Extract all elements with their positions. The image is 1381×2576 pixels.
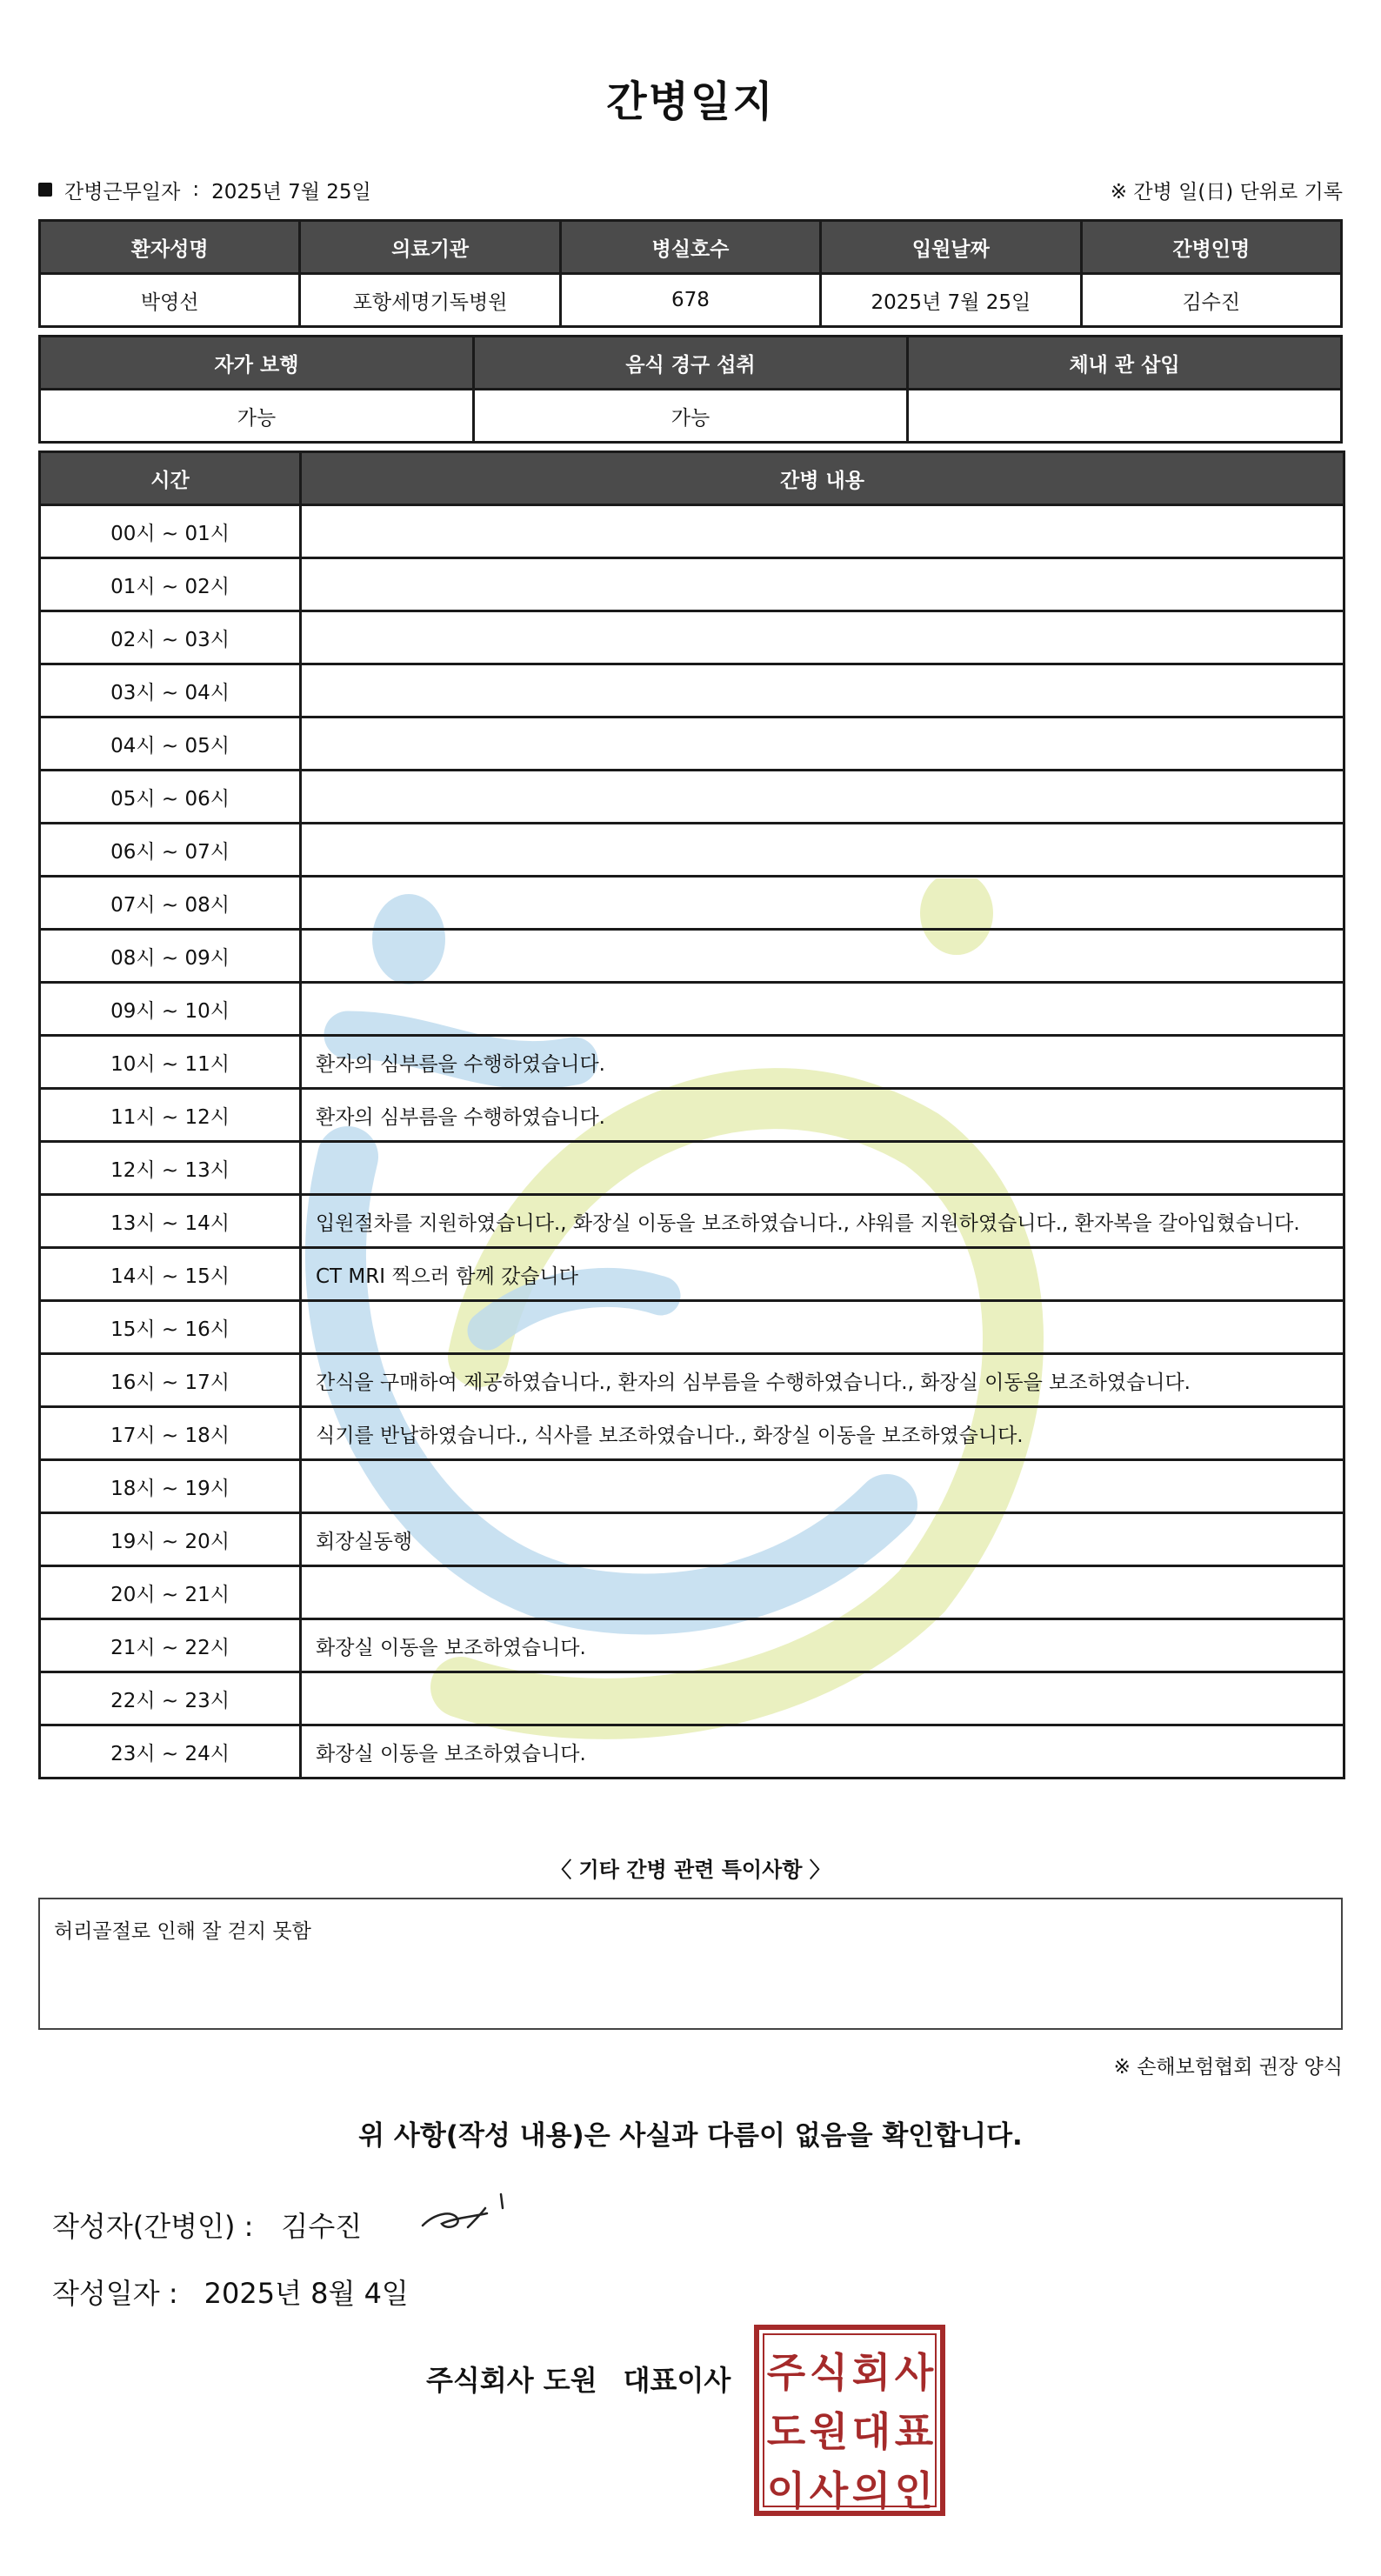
table-header-row <box>40 221 1342 274</box>
table-row <box>40 1089 1344 1142</box>
header-care-content: 간병 내용 <box>301 452 1344 505</box>
care-content <box>301 1672 1344 1725</box>
work-date <box>38 176 371 204</box>
table-row <box>40 983 1344 1036</box>
care-content: 환자의 심부름을 수행하였습니다. <box>301 1036 1344 1089</box>
separator: : <box>192 178 200 201</box>
table-row <box>40 664 1344 717</box>
caregiver-name: 김수진 <box>1081 274 1341 327</box>
care-content: 식기를 반납하였습니다., 식사를 보조하였습니다., 화장실 이동을 보조하였습니다. <box>301 1407 1344 1460</box>
seal-char: 사 <box>894 2349 934 2396</box>
time-slot: 13시 ~ 14시 <box>40 1195 301 1248</box>
table-header-row <box>40 337 1342 390</box>
time-slot: 15시 ~ 16시 <box>40 1301 301 1354</box>
time-slot: 04시 ~ 05시 <box>40 717 301 771</box>
care-content <box>301 611 1344 664</box>
header-walking: 자가 보행 <box>40 337 474 390</box>
time-slot: 09시 ~ 10시 <box>40 983 301 1036</box>
care-content: 간식을 구매하여 제공하였습니다., 환자의 심부름을 수행하였습니다., 화장실 이동을 보조하였습니다. <box>301 1354 1344 1407</box>
care-content <box>301 1301 1344 1354</box>
time-slot: 23시 ~ 24시 <box>40 1725 301 1779</box>
care-content <box>301 1142 1344 1195</box>
seal-char: 표 <box>894 2408 934 2455</box>
time-slot: 06시 ~ 07시 <box>40 824 301 877</box>
table-row <box>40 505 1344 558</box>
written-date-row <box>52 2272 409 2312</box>
time-slot: 08시 ~ 09시 <box>40 930 301 983</box>
notes-text: 허리골절로 인해 잘 걷지 못함 <box>54 1920 311 1943</box>
bullet-icon <box>38 183 52 197</box>
seal-char: 사 <box>809 2467 849 2514</box>
seal-char: 이 <box>766 2467 806 2514</box>
time-slot: 03시 ~ 04시 <box>40 664 301 717</box>
table-row <box>40 1036 1344 1089</box>
time-slot: 00시 ~ 01시 <box>40 505 301 558</box>
care-content <box>301 930 1344 983</box>
company-name: 주식회사 도원 <box>426 2364 597 2397</box>
time-slot: 14시 ~ 15시 <box>40 1248 301 1301</box>
room-number: 678 <box>560 274 820 327</box>
recommend-note: ※ 손해보험협회 권장 양식 <box>1113 2056 1343 2079</box>
time-slot: 01시 ~ 02시 <box>40 558 301 611</box>
table-row <box>40 1195 1344 1248</box>
table-row <box>40 1301 1344 1354</box>
care-content <box>301 983 1344 1036</box>
table-row <box>40 1142 1344 1195</box>
table-row <box>40 824 1344 877</box>
writer-label: 작성자(간병인) : <box>52 2210 254 2243</box>
care-content: 입원절차를 지원하였습니다., 화장실 이동을 보조하였습니다., 샤워를 지원하였습니다., 환자복을 갈아입혔습니다. <box>301 1195 1344 1248</box>
header-caregiver: 간병인명 <box>1081 221 1341 274</box>
time-slot: 05시 ~ 06시 <box>40 771 301 824</box>
time-slot: 02시 ~ 03시 <box>40 611 301 664</box>
header-admission-date: 입원날짜 <box>821 221 1081 274</box>
table-row <box>40 717 1344 771</box>
record-note: ※ 간병 일(日) 단위로 기록 <box>1110 180 1343 204</box>
table-row <box>40 1672 1344 1725</box>
tube-value <box>908 390 1342 443</box>
table-row <box>40 1460 1344 1513</box>
time-slot: 11시 ~ 12시 <box>40 1089 301 1142</box>
time-slot: 16시 ~ 17시 <box>40 1354 301 1407</box>
header-hospital: 의료기관 <box>300 221 560 274</box>
seal-char: 인 <box>894 2467 934 2514</box>
table-row <box>40 1725 1344 1779</box>
care-content: 환자의 심부름을 수행하였습니다. <box>301 1089 1344 1142</box>
table-row <box>40 1619 1344 1672</box>
header-oral-intake: 음식 경구 섭취 <box>474 337 908 390</box>
table-row <box>40 390 1342 443</box>
time-slot: 20시 ~ 21시 <box>40 1566 301 1619</box>
care-content: 화장실 이동을 보조하였습니다. <box>301 1619 1344 1672</box>
time-slot: 10시 ~ 11시 <box>40 1036 301 1089</box>
time-slot: 19시 ~ 20시 <box>40 1513 301 1566</box>
time-slot: 22시 ~ 23시 <box>40 1672 301 1725</box>
care-content <box>301 1460 1344 1513</box>
patient-name: 박영선 <box>40 274 300 327</box>
seal-char: 대 <box>851 2408 891 2455</box>
table-row <box>40 1354 1344 1407</box>
table-row <box>40 771 1344 824</box>
work-date-label: 간병근무일자 <box>64 180 181 204</box>
care-content <box>301 558 1344 611</box>
company-seal <box>753 2324 946 2517</box>
seal-char: 의 <box>851 2467 891 2514</box>
patient-status-table <box>38 335 1343 444</box>
table-row <box>40 877 1344 930</box>
table-row <box>40 1248 1344 1301</box>
care-content <box>301 1566 1344 1619</box>
table-row <box>40 558 1344 611</box>
time-slot: 18시 ~ 19시 <box>40 1460 301 1513</box>
care-content <box>301 717 1344 771</box>
notes-title: 〈 기타 간병 관련 특이사항 〉 <box>550 1858 831 1882</box>
header-patient-name: 환자성명 <box>40 221 300 274</box>
table-row <box>40 930 1344 983</box>
walking-value: 가능 <box>40 390 474 443</box>
time-slot: 21시 ~ 22시 <box>40 1619 301 1672</box>
seal-char: 식 <box>809 2349 849 2396</box>
table-row <box>40 611 1344 664</box>
care-log-body <box>40 505 1344 1779</box>
signature <box>417 2187 522 2239</box>
company-role: 대표이사 <box>623 2364 731 2397</box>
time-slot: 07시 ~ 08시 <box>40 877 301 930</box>
header-time: 시간 <box>40 452 301 505</box>
writer-row <box>52 2205 362 2245</box>
table-row <box>40 1407 1344 1460</box>
table-row <box>40 1566 1344 1619</box>
table-header-row <box>40 452 1344 505</box>
oral-intake-value: 가능 <box>474 390 908 443</box>
care-content <box>301 771 1344 824</box>
time-slot: 12시 ~ 13시 <box>40 1142 301 1195</box>
care-content <box>301 505 1344 558</box>
date-value: 2025년 8월 4일 <box>203 2277 409 2310</box>
writer-name: 김수진 <box>281 2210 363 2243</box>
time-slot: 17시 ~ 18시 <box>40 1407 301 1460</box>
seal-char: 도 <box>766 2408 806 2455</box>
page-title: 간병일지 <box>606 77 775 126</box>
seal-char: 주 <box>766 2349 806 2396</box>
meta-row <box>38 172 1343 207</box>
header-tube: 체내 관 삽입 <box>908 337 1342 390</box>
seal-char: 회 <box>851 2349 891 2396</box>
patient-info-table <box>38 219 1343 328</box>
seal-char: 원 <box>809 2408 849 2455</box>
care-content: 화장실 이동을 보조하였습니다. <box>301 1725 1344 1779</box>
header-room: 병실호수 <box>560 221 820 274</box>
care-content <box>301 664 1344 717</box>
care-content <box>301 877 1344 930</box>
company-row <box>426 2359 731 2399</box>
date-label: 작성일자 : <box>52 2277 178 2310</box>
confirm-statement: 위 사항(작성 내용)은 사실과 다름이 없음을 확인합니다. <box>358 2120 1023 2152</box>
care-content: CT MRI 찍으러 함께 갔습니다 <box>301 1248 1344 1301</box>
care-log-table <box>38 450 1345 1779</box>
table-row <box>40 1513 1344 1566</box>
care-content: 회장실동행 <box>301 1513 1344 1566</box>
hospital: 포항세명기독병원 <box>300 274 560 327</box>
notes-box <box>38 1898 1343 2030</box>
work-date-value: 2025년 7월 25일 <box>211 180 371 204</box>
care-content <box>301 824 1344 877</box>
admission-date: 2025년 7월 25일 <box>821 274 1081 327</box>
table-row <box>40 274 1342 327</box>
